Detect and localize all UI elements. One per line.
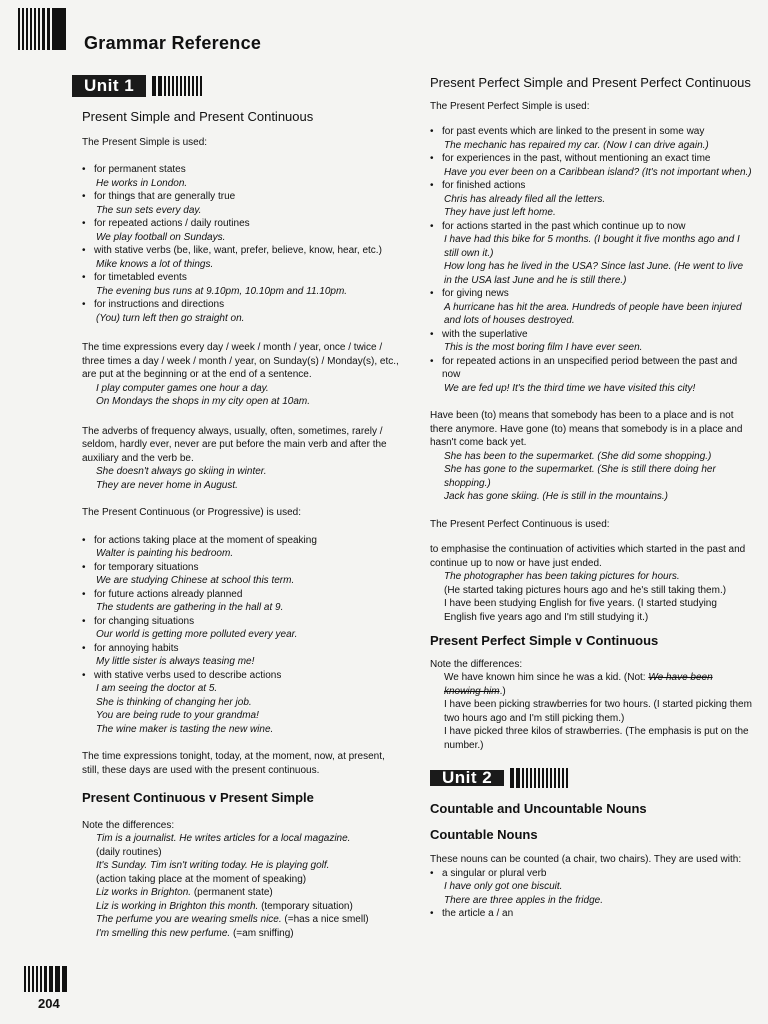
list-item <box>82 244 400 271</box>
time-example-2: On Mondays the shops in my city open at 10am. <box>96 396 310 407</box>
list-item <box>430 220 752 288</box>
list-item-text: for permanent states <box>94 164 186 175</box>
difference-note: (=has a nice smell) <box>281 914 369 925</box>
difference-example: It's Sunday. Tim isn't writing today. He is playing golf. <box>96 860 330 871</box>
ps-usage-list <box>82 163 400 325</box>
list-item-example: She is thinking of changing her job. <box>96 696 252 708</box>
note-diff-2: I have been picking strawberries for two hours. (I started picking them two hours ago and I'm still picking them.) <box>444 699 752 724</box>
list-item-text: for timetabled events <box>94 272 187 283</box>
list-item-example: This is the most boring film I have ever seen. <box>444 342 643 353</box>
note-diff-1-end: .) <box>499 685 506 697</box>
heading-countable-nouns: Countable Nouns <box>430 826 538 842</box>
list-item <box>82 588 400 615</box>
heading-countable-uncountable: Countable and Uncountable Nouns <box>430 801 647 816</box>
difference-note: (permanent state) <box>191 887 273 898</box>
ppc-example-3: I have been studying English for five years. (I started studying English five years ago and I'm still studying it.) <box>444 598 717 623</box>
list-item-example: I have had this bike for 5 months. (I bought it five months ago and I still own it.) <box>444 234 740 259</box>
time-expressions-text: The time expressions every day / week / month / year, once / twice / three times a day / week / month / year, on Sunday(s) / Monday(s), etc., are put at the beginning or at the end of a sentence. <box>82 342 399 380</box>
list-item-example: The sun sets every day. <box>96 204 202 216</box>
note-diff-1 <box>430 671 752 698</box>
list-item-example: The evening bus runs at 9.10pm, 10.10pm and 11.10pm. <box>96 285 348 297</box>
list-item-text: with stative verbs used to describe actions <box>94 669 282 681</box>
list-item <box>430 867 752 908</box>
right-column <box>430 76 752 921</box>
list-item-text: for temporary situations <box>94 561 199 573</box>
list-item-example: I am seeing the doctor at 5. <box>96 683 218 694</box>
ppc-example-1: The photographer has been taking pictures for hours. <box>444 571 680 582</box>
unit-1-label: Unit 1 <box>72 75 146 97</box>
ps-used-lead: The Present Simple is used: <box>82 136 208 148</box>
list-item-text: for past events which are linked to the present in some way <box>442 126 705 137</box>
heading-present-simple-continuous: Present Simple and Present Continuous <box>82 109 314 124</box>
difference-example: Tim is a journalist. He writes articles for a local magazine. <box>96 833 351 844</box>
list-item-example: I have only got one biscuit. <box>444 881 563 892</box>
page-title: Grammar Reference <box>84 33 262 53</box>
list-item-example: The students are gathering in the hall at 9. <box>96 602 284 613</box>
list-item <box>430 287 752 328</box>
footer-barcode-decoration <box>24 966 76 992</box>
difference-line <box>82 913 400 927</box>
list-item-text: for changing situations <box>94 615 195 627</box>
pc-used-lead: The Present Continuous (or Progressive) is used: <box>82 507 301 518</box>
difference-line <box>82 900 400 914</box>
list-item <box>82 298 400 325</box>
list-item-text: with the superlative <box>442 328 528 340</box>
countable-usage-list <box>430 867 752 921</box>
list-item-example: My little sister is always teasing me! <box>96 656 255 667</box>
been-gone-examples <box>430 450 752 504</box>
differences-list <box>82 832 400 940</box>
list-item <box>82 561 400 588</box>
difference-note: (daily routines) <box>96 846 162 858</box>
list-item <box>430 179 752 220</box>
list-item-text: for things that are generally true <box>94 191 236 202</box>
list-item-text: for actions taking place at the moment of speaking <box>94 534 317 546</box>
been-gone-example: She has been to the supermarket. (She did some shopping.) <box>444 450 712 462</box>
list-item-example: We are fed up! It's the third time we have visited this city! <box>444 382 696 394</box>
list-item <box>430 907 752 921</box>
list-item-example: He works in London. <box>96 177 188 189</box>
adverbs-text: The adverbs of frequency always, usually, often, sometimes, rarely / seldom, hardly ever, never are put before the main verb and after the auxiliary and the verb be. <box>82 425 387 464</box>
adverb-example-2: They are never home in August. <box>96 479 238 491</box>
note-differences-right: Note the differences: <box>430 658 523 670</box>
been-gone-example: She has gone to the supermarket. (She is still there doing her shopping.) <box>444 464 716 489</box>
unit-1-banner <box>72 75 202 97</box>
difference-line <box>82 873 400 887</box>
ppc-example-2: (He started taking pictures hours ago and he's still taking them.) <box>444 584 727 596</box>
list-item-example: They have just left home. <box>444 207 556 218</box>
left-column <box>82 110 400 940</box>
list-item-example: Chris has already filed all the letters. <box>444 193 606 205</box>
list-item <box>82 669 400 737</box>
pc-time-expressions: The time expressions tonight, today, at the moment, now, at present, still, these days are used with the present continuous. <box>82 751 385 776</box>
unit-1-bars-decoration <box>152 76 202 96</box>
list-item-text: for instructions and directions <box>94 299 225 310</box>
difference-line <box>82 886 400 900</box>
list-item-example: Walter is painting his bedroom. <box>96 548 234 559</box>
pc-usage-list <box>82 534 400 737</box>
list-item-text: with stative verbs (be, like, want, prefer, believe, know, hear, etc.) <box>94 245 382 256</box>
list-item-text: for giving news <box>442 288 509 299</box>
unit-2-bars-decoration <box>510 768 568 788</box>
been-gone-example: Jack has gone skiing. (He is still in the mountains.) <box>444 491 668 502</box>
list-item <box>82 217 400 244</box>
time-example-1: I play computer games one hour a day. <box>96 382 269 394</box>
list-item-example: There are three apples in the fridge. <box>444 894 603 906</box>
list-item-text: the article a / an <box>442 908 514 919</box>
list-item-example: Mike knows a lot of things. <box>96 258 214 270</box>
list-item-example: A hurricane has hit the area. Hundreds of people have been injured and lots of houses destroyed. <box>444 301 742 326</box>
list-item-example: (You) turn left then go straight on. <box>96 312 245 324</box>
unit-2-label: Unit 2 <box>430 770 504 786</box>
difference-line <box>82 846 400 860</box>
list-item-text: a singular or plural verb <box>442 867 547 879</box>
list-item <box>82 190 400 217</box>
list-item <box>82 642 400 669</box>
been-gone-text: Have been (to) means that somebody has been to a place and is not there anymore. Have gone (to) means that somebody is in a place and hasn't come back yet. <box>430 410 743 448</box>
page-number: 204 <box>38 996 60 1011</box>
list-item-example: The mechanic has repaired my car. (Now I can drive again.) <box>444 139 709 151</box>
difference-note: (temporary situation) <box>258 900 353 912</box>
list-item-text: for actions started in the past which continue up to now <box>442 220 686 232</box>
list-item <box>430 125 752 152</box>
list-item-text: for repeated actions in an unspecified period between the past and now <box>442 355 738 380</box>
pp-used-lead: The Present Perfect Simple is used: <box>430 100 590 112</box>
list-item-example: Our world is getting more polluted every year. <box>96 629 298 640</box>
list-item <box>82 163 400 190</box>
list-item-text: for future actions already planned <box>94 588 243 600</box>
header-barcode-decoration <box>18 8 74 50</box>
note-diff-1-text: We have known him since he was a kid. (Not: <box>444 672 649 683</box>
difference-example: Liz is working in Brighton this month. <box>96 900 259 912</box>
ppc-text: to emphasise the continuation of activities which started in the past and continue up to now or have just ended. <box>430 544 746 569</box>
note-diff-1-struck: We have been knowing him <box>444 672 713 697</box>
list-item-example: How long has he lived in the USA? Since last June. (He went to live in the USA last June and he is still there.) <box>444 261 744 286</box>
heading-pps-v-ppc: Present Perfect Simple v Continuous <box>430 633 659 648</box>
list-item <box>82 534 400 561</box>
adverb-example-1: She doesn't always go skiing in winter. <box>96 466 267 477</box>
list-item-example: You are being rude to your grandma! <box>96 710 259 721</box>
pp-usage-list <box>430 125 752 395</box>
ppc-used-lead: The Present Perfect Continuous is used: <box>430 518 610 530</box>
list-item <box>430 152 752 179</box>
list-item <box>430 328 752 355</box>
list-item-text: for repeated actions / daily routines <box>94 218 250 229</box>
difference-example: Liz works in Brighton. <box>96 887 192 898</box>
difference-example: The perfume you are wearing smells nice. <box>96 914 282 925</box>
difference-line <box>82 927 400 941</box>
list-item <box>430 355 752 396</box>
heading-present-perfect: Present Perfect Simple and Present Perfect Continuous <box>430 75 751 90</box>
unit-2-banner <box>430 768 752 788</box>
difference-line <box>82 859 400 873</box>
difference-note: (action taking place at the moment of speaking) <box>96 873 307 885</box>
list-item-example: The wine maker is tasting the new wine. <box>96 723 274 735</box>
difference-line <box>82 832 400 846</box>
list-item-example: We play football on Sundays. <box>96 231 226 243</box>
countable-nouns-text: These nouns can be counted (a chair, two chairs). They are used with: <box>430 854 742 865</box>
list-item-example: Have you ever been on a Caribbean island? (It's not important when.) <box>444 166 752 178</box>
list-item-text: for annoying habits <box>94 642 179 654</box>
list-item <box>82 271 400 298</box>
list-item-text: for experiences in the past, without mentioning an exact time <box>442 153 711 164</box>
note-differences-left: Note the differences: <box>82 819 175 831</box>
list-item-example: We are studying Chinese at school this term. <box>96 575 295 586</box>
heading-pc-v-ps: Present Continuous v Present Simple <box>82 790 314 805</box>
difference-example: I'm smelling this new perfume. <box>96 927 231 939</box>
list-item-text: for finished actions <box>442 180 526 191</box>
difference-note: (=am sniffing) <box>230 927 294 939</box>
note-diff-3: I have picked three kilos of strawberries. (The emphasis is put on the number.) <box>444 726 749 751</box>
list-item <box>82 615 400 642</box>
